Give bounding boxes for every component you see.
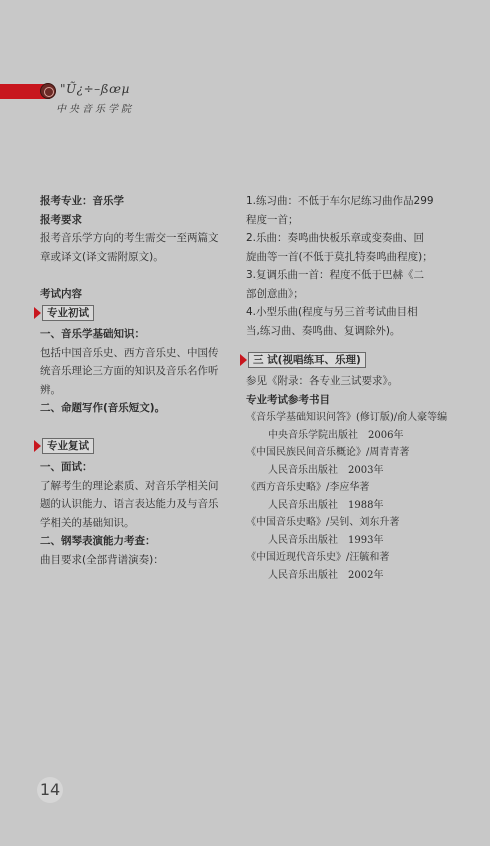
item-heading: 一、音乐学基础知识： [40,328,145,340]
logo-school-name: 中央音乐学院 [56,104,134,115]
piece-text: 当,练习曲、奏鸣曲、复调除外)。 [246,324,401,337]
section-tag-label: 专业初试 [42,305,94,321]
piece-text: 部创意曲》； [246,287,304,300]
triangle-marker-icon [34,440,41,452]
piece-text: 程度一首； [246,213,299,226]
item-text: 辨。 [40,383,61,396]
section-tag-retest [34,438,94,453]
piece-text: 旋曲等一首(不低于莫扎特奏鸣曲程度)； [246,250,433,263]
appendix-reference: 参见《附录：各专业三试要求》。 [246,375,399,387]
left-column [40,192,240,569]
item-heading: 一、面试： [40,461,93,473]
item-text: 学相关的基础知识。 [40,516,135,529]
item-text: 曲目要求(全部背谱演奏)： [40,553,164,566]
book-list [246,409,472,584]
book-publisher: 人民音乐出版社 1988年 [268,499,384,511]
triangle-marker-icon [240,354,247,366]
item-heading: 二、钢琴表演能力考查： [40,535,156,547]
book-title: 《西方音乐史略》/李应华著 [246,482,370,493]
book-title: 《中国音乐史略》/吴钊、刘东升著 [246,517,400,528]
item-text: 统音乐理论三方面的知识及音乐名作听 [40,365,219,377]
book-publisher: 人民音乐出版社 1993年 [268,534,384,546]
triangle-marker-icon [34,307,41,319]
exam-content-heading: 考试内容 [40,287,82,300]
book-title: 《中国民族民间音乐概论》/周青青著 [246,447,410,458]
requirements-text: 报考音乐学方向的考生需交一至两篇文 [40,232,219,244]
book-title: 《音乐学基础知识问答》(修订版)/俞人豪等编 [246,412,448,423]
book-publisher: 中央音乐学院出版社 2006年 [268,429,404,441]
right-column [246,192,472,584]
book-publisher: 人民音乐出版社 2003年 [268,464,384,476]
item-text: 题的认识能力、语言表达能力及与音乐 [40,498,219,510]
section-tag-label: 专业复试 [42,438,94,454]
requirements-text: 章或译文(译文需附原文)。 [40,250,164,263]
major-heading: 报考专业：音乐学 [40,195,124,207]
book-publisher: 人民音乐出版社 2002年 [268,569,384,581]
bibliography-heading: 专业考试参考书目 [246,393,330,406]
page-number: 14 [37,777,63,803]
piece-text: 2.乐曲：奏鸣曲快板乐章或变奏曲、回 [246,232,425,244]
piece-text: 3.复调乐曲一首：程度不低于巴赫《二 [246,269,425,281]
section-tag-label: 三 试(视唱练耳、乐理) [248,352,366,368]
logo-latin-text: "Ũ¿÷–ßœµ [60,82,130,96]
book-title: 《中国近现代音乐史》/汪毓和著 [246,552,390,563]
item-text: 了解考生的理论素质、对音乐学相关问 [40,479,219,492]
piece-text: 1.练习曲：不低于车尔尼练习曲作品299 [246,195,434,207]
item-text: 包括中国音乐史、西方音乐史、中国传 [40,346,219,359]
piece-text: 4.小型乐曲(程度与另三首考试曲目相 [246,306,418,318]
requirements-heading: 报考要求 [40,213,82,226]
item-heading: 二、命题写作(音乐短文)。 [40,402,166,414]
section-tag-preliminary [34,305,94,320]
section-tag-third-exam [240,352,366,367]
school-seal-logo [40,83,56,99]
